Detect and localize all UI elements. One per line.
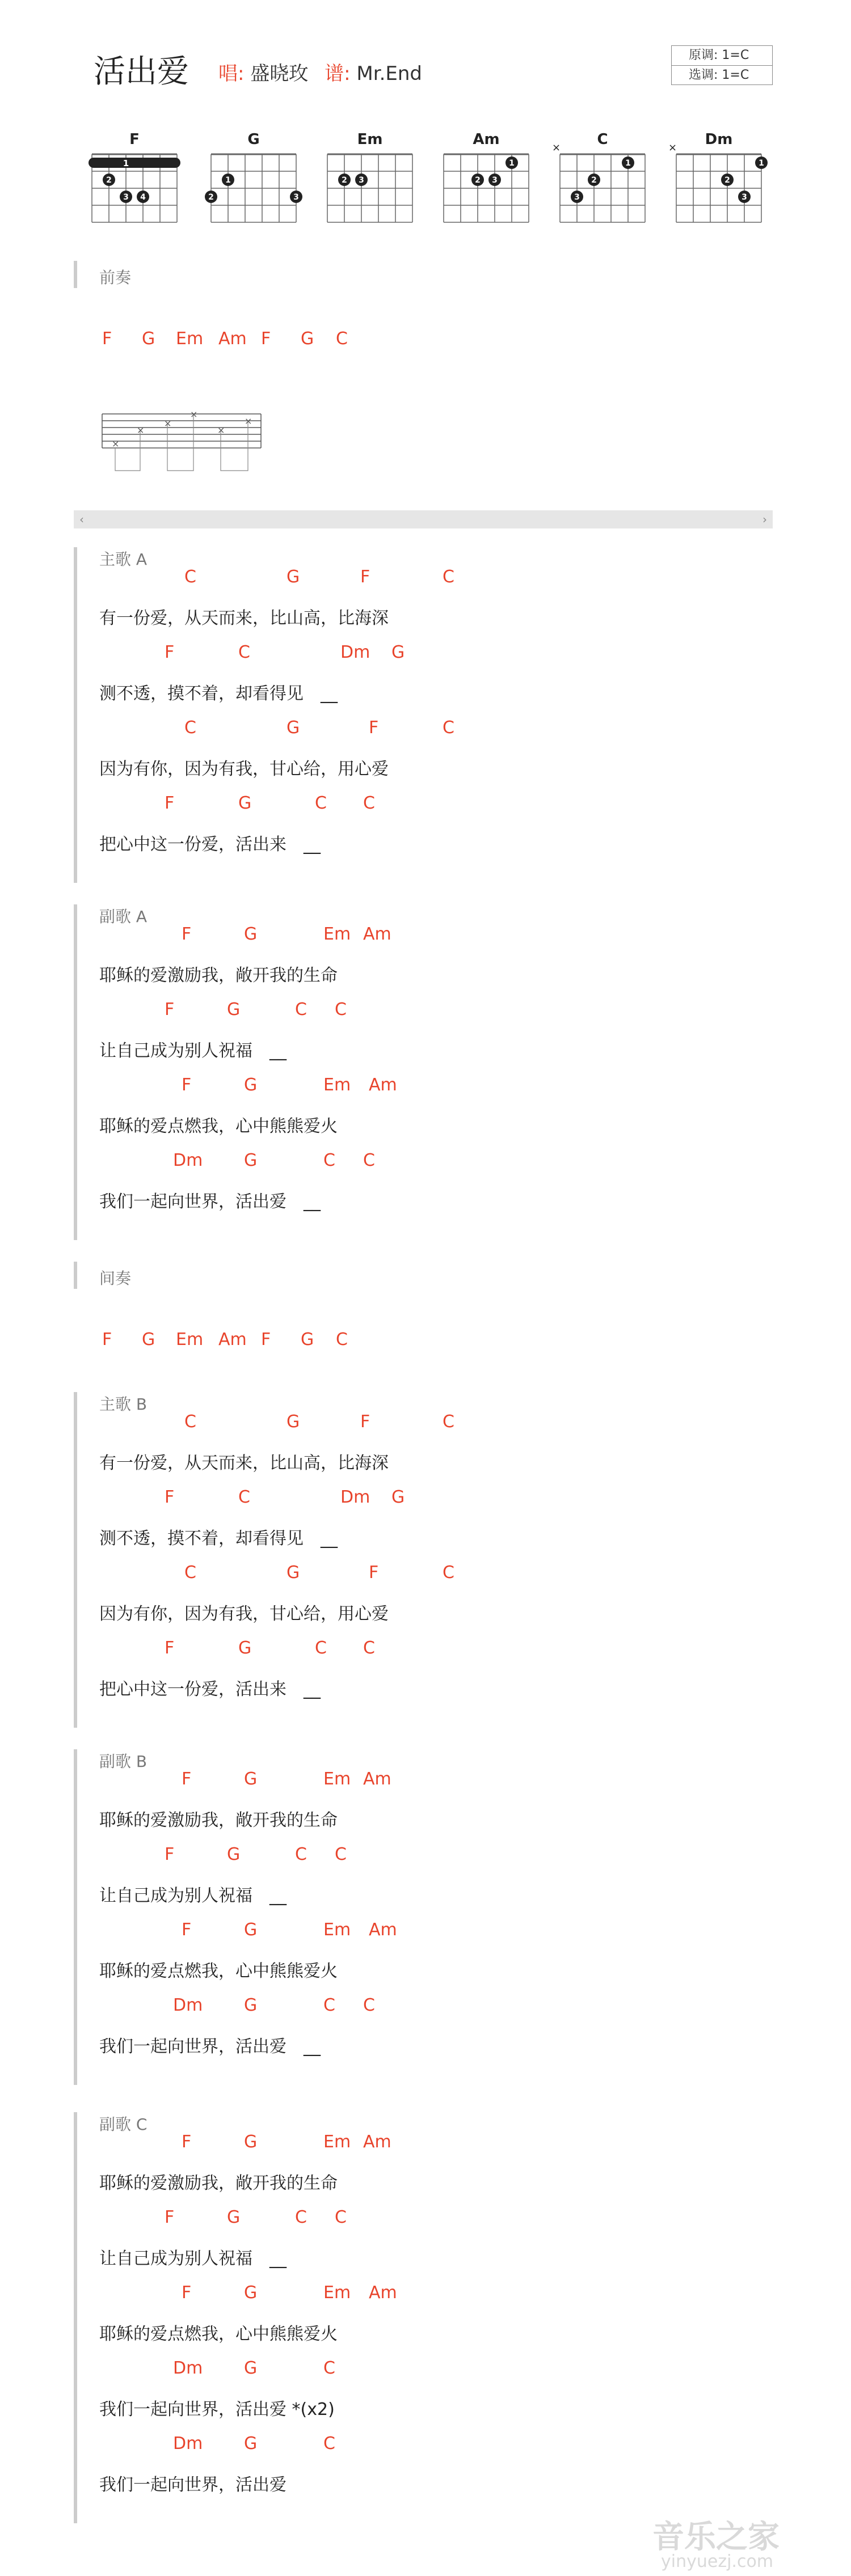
lyric-line: 耶稣的爱激励我，敞开我的生命 <box>99 2173 338 2193</box>
chord-diagram-em <box>321 132 423 234</box>
chord-name: Dm <box>705 131 733 148</box>
tab-note: × <box>190 409 198 420</box>
lyric-line: 耶稣的爱激励我，敞开我的生命 <box>99 966 338 985</box>
svg-text:1: 1 <box>123 158 129 168</box>
chord-label[interactable]: C <box>295 1845 307 1864</box>
chosen-key[interactable]: 选调: 1=C <box>672 65 772 85</box>
chord-label[interactable]: G <box>227 1845 241 1864</box>
chord-label[interactable]: Em <box>323 2132 351 2152</box>
chord-label[interactable]: C <box>363 1150 375 1170</box>
section-title: 副歌 A <box>99 907 148 926</box>
lyric-line: 测不透，摸不着，却看得见 __ <box>99 1529 338 1549</box>
lyric-line: 让自己成为别人祝福 __ <box>99 1041 287 1061</box>
chord-label[interactable]: Dm <box>340 1487 370 1507</box>
lyric-line: 把心中这一份爱，活出来 __ <box>99 835 321 855</box>
chord-label[interactable]: G <box>244 1995 258 2015</box>
lyric-line: 耶稣的爱点燃我，心中熊熊爱火 <box>99 1116 338 1136</box>
section-title: 副歌 C <box>99 2115 148 2134</box>
chord-label[interactable]: F <box>369 1563 379 1583</box>
chord-label[interactable]: G <box>244 1075 258 1095</box>
lyric-line: 耶稣的爱点燃我，心中熊熊爱火 <box>99 1961 338 1981</box>
chord-label[interactable]: F <box>165 1487 175 1507</box>
chord-diagram-am <box>437 132 539 234</box>
svg-text:2: 2 <box>342 176 347 185</box>
chord-label[interactable]: G <box>301 329 314 349</box>
chord-label[interactable]: G <box>227 1000 241 1020</box>
lyric-line: 我们一起向世界，活出爱 <box>99 2475 287 2495</box>
chord-label[interactable]: Am <box>218 1330 247 1350</box>
chord-label[interactable]: G <box>227 2207 241 2227</box>
chord-label[interactable]: G <box>244 1150 258 1170</box>
muted-string-icon: × <box>552 142 561 154</box>
chord-diagram-dm <box>669 132 772 234</box>
chord-label[interactable]: F <box>182 924 192 944</box>
chord-label[interactable]: F <box>165 1638 175 1658</box>
section-title: 前奏 <box>99 268 132 287</box>
chord-label[interactable]: G <box>244 2358 258 2378</box>
svg-text:3: 3 <box>742 193 747 202</box>
section-marker-bar <box>74 261 77 288</box>
chord-label[interactable]: C <box>323 1150 335 1170</box>
lyric-line: 让自己成为别人祝福 __ <box>99 2249 287 2269</box>
chord-label[interactable]: C <box>335 1845 347 1864</box>
chord-label[interactable]: F <box>360 1412 370 1432</box>
svg-text:2: 2 <box>106 176 112 185</box>
svg-text:2: 2 <box>591 176 597 185</box>
chord-label[interactable]: C <box>443 1563 454 1583</box>
svg-text:2: 2 <box>208 193 214 202</box>
tab-staff-svg <box>99 408 269 499</box>
svg-text:4: 4 <box>140 193 146 202</box>
lyric-line: 我们一起向世界，活出爱 __ <box>99 2037 321 2057</box>
chord-label[interactable]: Am <box>218 329 247 349</box>
chord-label[interactable]: Dm <box>173 1150 203 1170</box>
svg-text:1: 1 <box>625 159 631 168</box>
chord-label[interactable]: G <box>244 924 258 944</box>
chord-diagram-g <box>204 132 306 234</box>
song-meta <box>218 58 422 86</box>
tab-note: × <box>217 425 225 435</box>
chord-label[interactable]: F <box>360 567 370 587</box>
svg-text:1: 1 <box>509 159 515 168</box>
lyric-line: 把心中这一份爱，活出来 __ <box>99 1680 321 1699</box>
scroll-right-arrow[interactable]: › <box>762 513 767 526</box>
song-title: 活出爱 <box>94 53 189 90</box>
chord-label[interactable]: F <box>165 2207 175 2227</box>
chord-label[interactable]: C <box>336 1330 348 1350</box>
tab-note: × <box>137 425 145 435</box>
singer-name[interactable]: 盛晓玫 <box>250 62 309 85</box>
chord-label[interactable]: C <box>363 793 375 813</box>
chord-label[interactable]: Am <box>363 2132 391 2152</box>
section-marker-bar <box>74 1262 77 1289</box>
chord-label[interactable]: Em <box>176 329 204 349</box>
chord-label[interactable]: C <box>363 1995 375 2015</box>
section-title: 主歌 A <box>99 550 148 569</box>
chord-name: G <box>247 131 260 148</box>
chord-diagram-c <box>553 132 655 234</box>
section-marker-bar <box>74 904 77 1240</box>
chord-label[interactable]: G <box>238 793 252 813</box>
chord-label[interactable]: Em <box>323 2283 351 2303</box>
chord-label[interactable]: Em <box>323 1769 351 1789</box>
chord-label[interactable]: C <box>335 1000 347 1020</box>
chord-label[interactable]: F <box>182 2132 192 2152</box>
chord-label[interactable]: F <box>102 1330 112 1350</box>
chord-label[interactable]: G <box>142 1330 155 1350</box>
chord-label[interactable]: C <box>238 642 250 662</box>
chord-label[interactable]: G <box>238 1638 252 1658</box>
chord-label[interactable]: C <box>238 1487 250 1507</box>
chord-label[interactable]: C <box>295 1000 307 1020</box>
chord-label[interactable]: C <box>184 1563 196 1583</box>
score-author[interactable]: Mr.End <box>356 62 422 85</box>
chord-label[interactable]: C <box>336 329 348 349</box>
muted-string-icon: × <box>668 142 677 154</box>
chord-label[interactable]: C <box>443 718 454 738</box>
lyric-line: 我们一起向世界，活出爱 __ <box>99 1192 321 1212</box>
chord-label[interactable]: Dm <box>173 2434 203 2454</box>
chord-name: Am <box>473 131 500 148</box>
svg-text:3: 3 <box>359 176 364 185</box>
chord-label[interactable]: C <box>184 1412 196 1432</box>
lyric-line: 我们一起向世界，活出爱 *(x2) <box>99 2400 335 2420</box>
chord-label[interactable]: Dm <box>173 1995 203 2015</box>
chord-label[interactable]: Am <box>369 1920 397 1940</box>
chord-diagram-f <box>85 132 187 234</box>
chord-label[interactable]: C <box>315 793 327 813</box>
svg-text:3: 3 <box>293 193 299 202</box>
chord-label[interactable]: G <box>142 329 155 349</box>
chord-label[interactable]: C <box>443 567 454 587</box>
chord-label[interactable]: F <box>261 1330 271 1350</box>
lyric-line: 因为有你，因为有我，甘心给，用心爱 <box>99 759 389 779</box>
chord-label[interactable]: C <box>335 2207 347 2227</box>
chord-label[interactable]: G <box>244 2132 258 2152</box>
section-marker-bar <box>74 1392 77 1728</box>
watermark-url: yinyuezj.com <box>661 2552 774 2571</box>
barre-icon <box>89 158 180 168</box>
tab-note: × <box>112 438 120 449</box>
chord-label[interactable]: F <box>182 2283 192 2303</box>
singer-label: 唱: <box>218 62 245 85</box>
chord-label[interactable]: G <box>391 642 405 662</box>
chord-label[interactable]: Am <box>369 2283 397 2303</box>
svg-text:2: 2 <box>724 176 730 185</box>
chord-label[interactable]: G <box>301 1330 314 1350</box>
chord-label[interactable]: C <box>323 2358 335 2378</box>
chord-label[interactable]: G <box>287 718 300 738</box>
watermark-logo: 音乐之家 <box>652 2519 780 2556</box>
chord-label[interactable]: F <box>165 1845 175 1864</box>
section-title: 主歌 B <box>99 1395 148 1414</box>
lyric-line: 因为有你，因为有我，甘心给，用心爱 <box>99 1604 389 1624</box>
chord-label[interactable]: G <box>287 1563 300 1583</box>
chord-label[interactable]: F <box>369 718 379 738</box>
svg-text:3: 3 <box>123 193 129 202</box>
svg-text:1: 1 <box>759 159 764 168</box>
chord-label[interactable]: Em <box>176 1330 204 1350</box>
tab-note: × <box>164 418 172 429</box>
chord-label[interactable]: F <box>182 1075 192 1095</box>
chord-label[interactable]: G <box>287 1412 300 1432</box>
tab-note: × <box>245 416 252 426</box>
section-title: 间奏 <box>99 1269 132 1288</box>
chord-label[interactable]: F <box>102 329 112 349</box>
chord-label[interactable]: Am <box>369 1075 397 1095</box>
chord-label[interactable]: G <box>244 2283 258 2303</box>
section-marker-bar <box>74 1749 77 2085</box>
lyric-line: 有一份爱，从天而来，比山高，比海深 <box>99 1453 389 1473</box>
svg-text:2: 2 <box>475 176 481 185</box>
chord-label[interactable]: F <box>182 1769 192 1789</box>
section-marker-bar <box>74 2112 77 2523</box>
chord-name: F <box>129 131 140 148</box>
chord-label[interactable]: Em <box>323 1920 351 1940</box>
chord-label[interactable]: Am <box>363 1769 391 1789</box>
horizontal-scrollbar[interactable] <box>74 510 773 528</box>
chord-label[interactable]: G <box>244 1769 258 1789</box>
scroll-left-arrow[interactable]: ‹ <box>79 513 84 526</box>
chord-label[interactable]: G <box>244 2434 258 2454</box>
intro-tab-staff <box>99 408 269 499</box>
chord-label[interactable]: Em <box>323 924 351 944</box>
chord-label[interactable]: G <box>391 1487 405 1507</box>
chord-label[interactable]: F <box>261 329 271 349</box>
chord-label[interactable]: C <box>443 1412 454 1432</box>
lyric-line: 测不透，摸不着，却看得见 __ <box>99 684 338 704</box>
chord-label[interactable]: C <box>184 567 196 587</box>
chord-label[interactable]: F <box>165 1000 175 1020</box>
svg-text:3: 3 <box>574 193 580 202</box>
svg-text:3: 3 <box>492 176 498 185</box>
key-box <box>671 45 773 85</box>
score-label: 谱: <box>325 62 351 85</box>
section-title: 副歌 B <box>99 1752 148 1771</box>
section-marker-bar <box>74 547 77 883</box>
original-key: 原调: 1=C <box>689 48 749 62</box>
chord-name: C <box>597 131 608 148</box>
chord-label[interactable]: Dm <box>340 642 370 662</box>
chord-label[interactable]: C <box>315 1638 327 1658</box>
svg-text:1: 1 <box>225 176 231 185</box>
lyric-line: 有一份爱，从天而来，比山高，比海深 <box>99 608 389 628</box>
chord-label[interactable]: G <box>287 567 300 587</box>
chord-name: Em <box>357 131 383 148</box>
lyric-line: 让自己成为别人祝福 __ <box>99 1886 287 1906</box>
chord-label[interactable]: Dm <box>173 2358 203 2378</box>
chord-label[interactable]: C <box>323 1995 335 2015</box>
chord-label[interactable]: F <box>165 793 175 813</box>
chord-label[interactable]: C <box>323 2434 335 2454</box>
chord-label[interactable]: F <box>182 1920 192 1940</box>
lyric-line: 耶稣的爱激励我，敞开我的生命 <box>99 1811 338 1830</box>
chord-label[interactable]: C <box>295 2207 307 2227</box>
chord-label[interactable]: Am <box>363 924 391 944</box>
chord-label[interactable]: G <box>244 1920 258 1940</box>
chord-label[interactable]: F <box>165 642 175 662</box>
lyric-line: 耶稣的爱点燃我，心中熊熊爱火 <box>99 2324 338 2344</box>
chord-label[interactable]: Em <box>323 1075 351 1095</box>
chord-label[interactable]: C <box>184 718 196 738</box>
chord-label[interactable]: C <box>363 1638 375 1658</box>
